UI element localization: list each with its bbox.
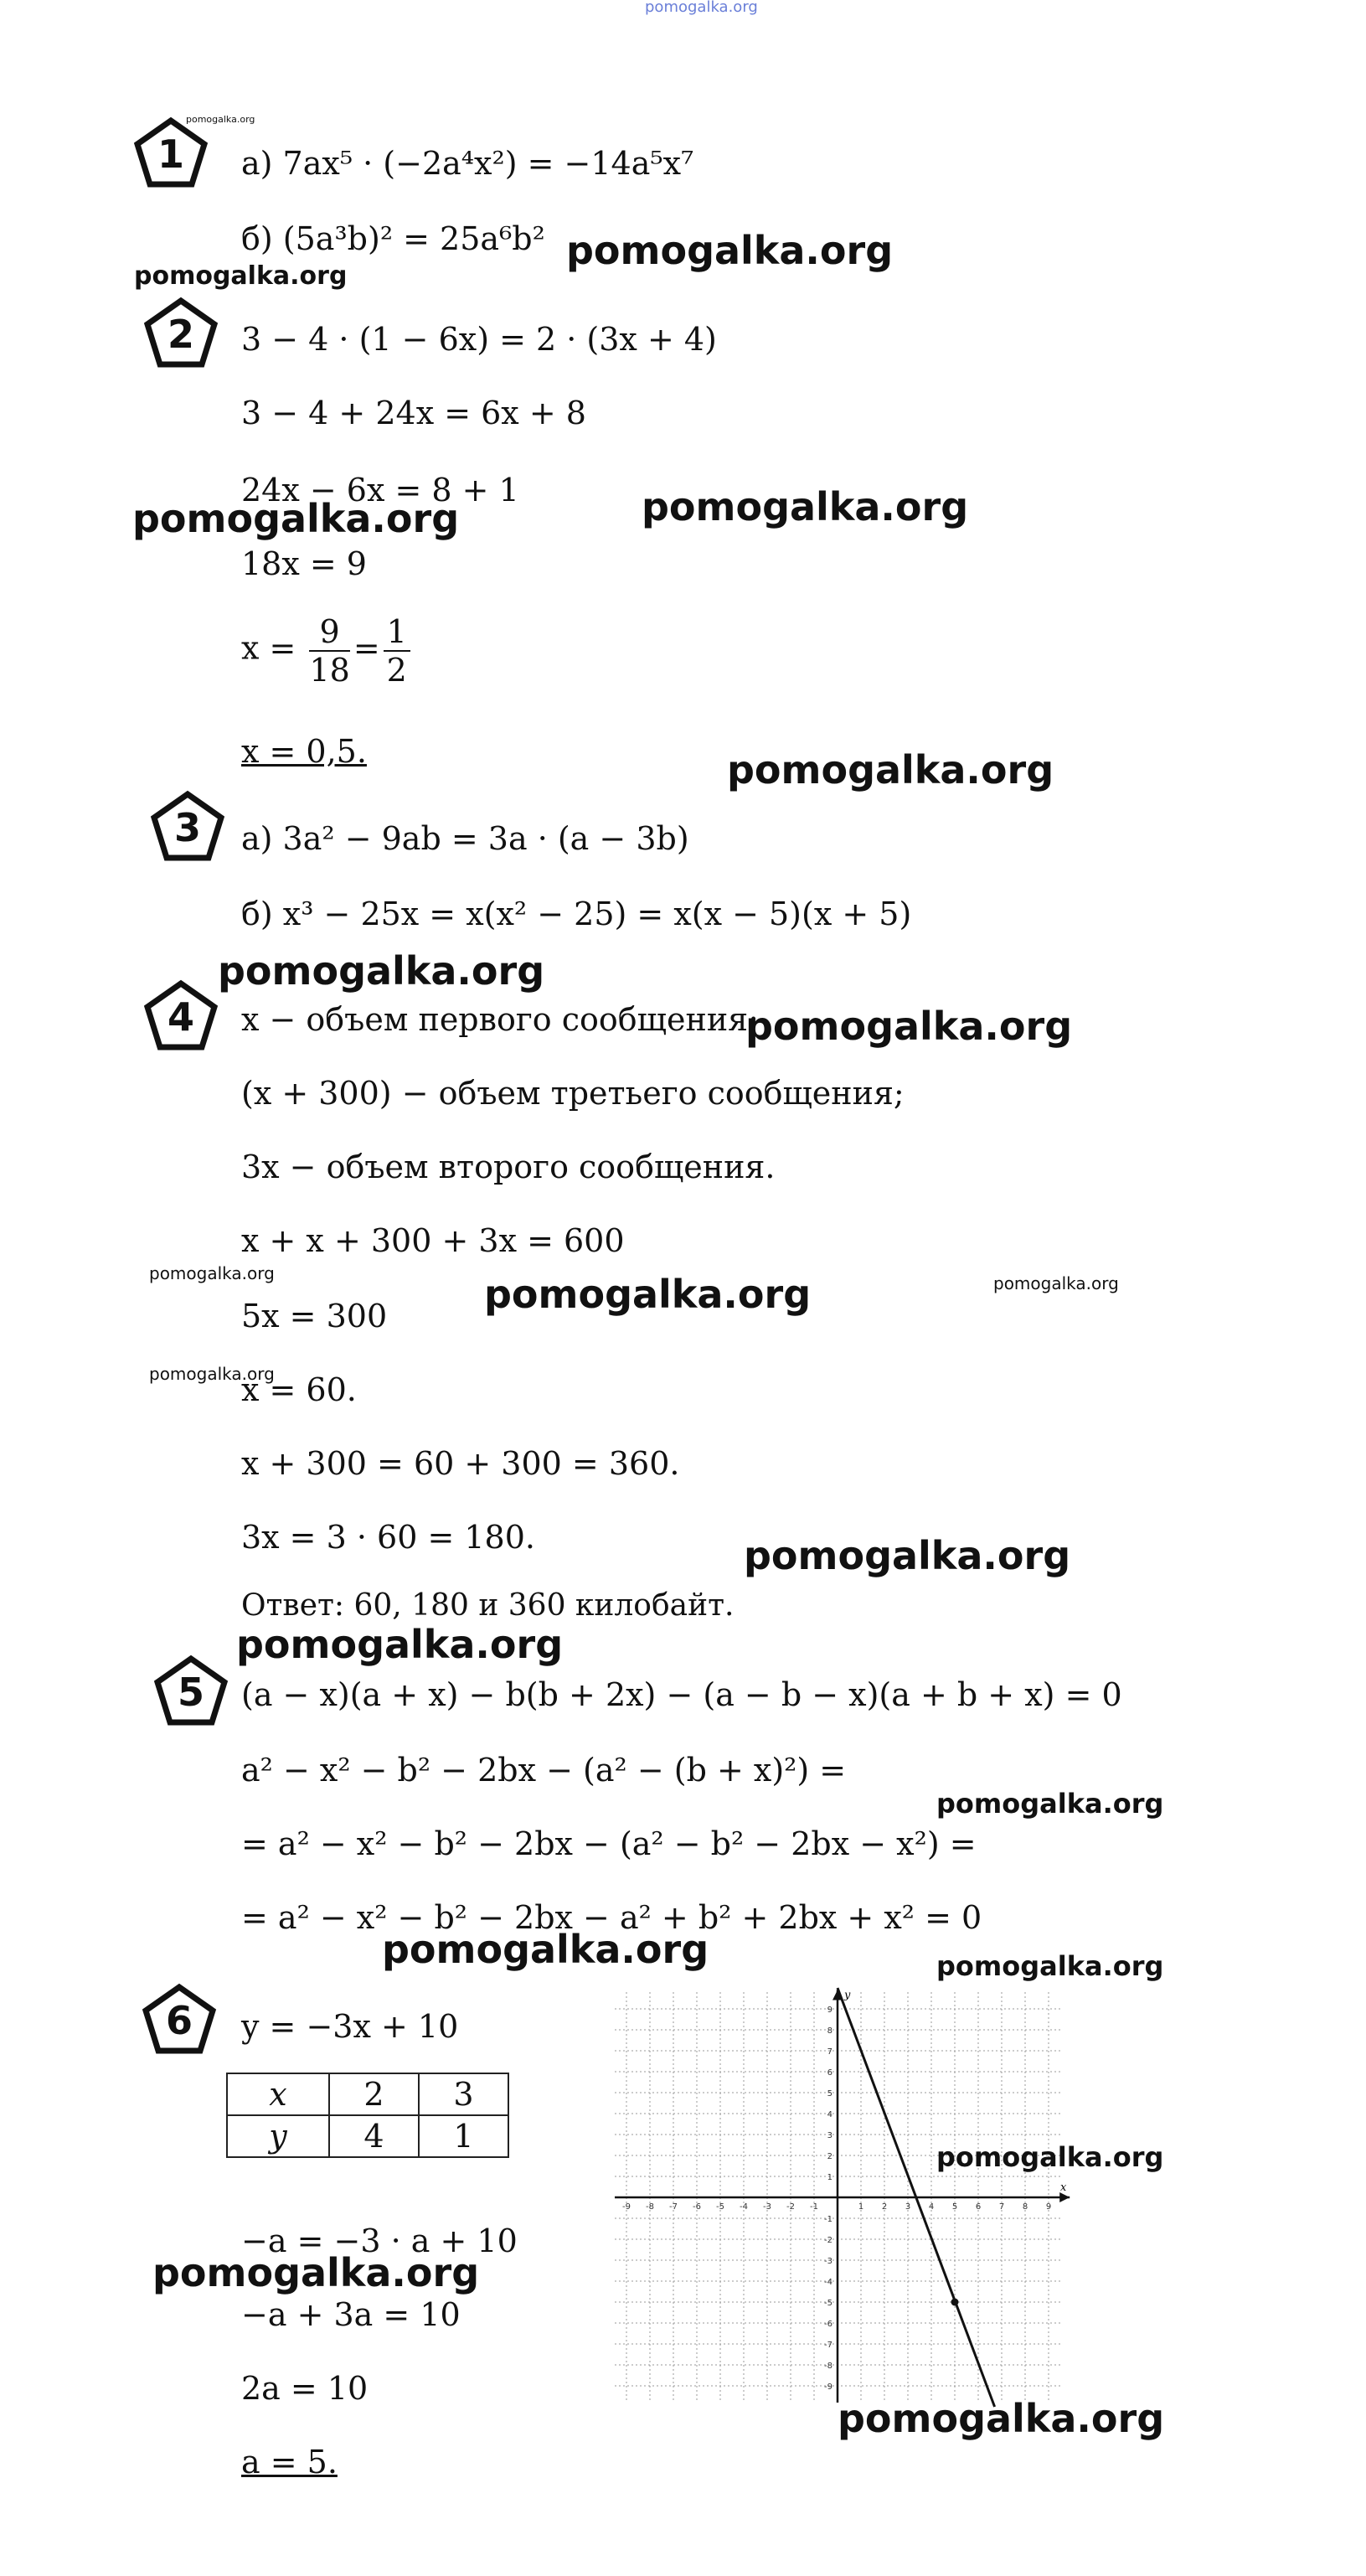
- problem-5-line: = a² − x² − b² − 2bx − (a² − b² − 2bx − x²) =: [241, 1825, 977, 1862]
- problem-5-line: a² − x² − b² − 2bx − (a² − (b + x)²) =: [241, 1752, 847, 1789]
- watermark: pomogalka.org: [936, 1788, 1164, 1820]
- watermark: pomogalka.org: [566, 228, 894, 273]
- y-tick-label: 4: [827, 2110, 832, 2119]
- problem-4-line: 3x − объем второго сообщения.: [241, 1149, 776, 1185]
- x-tick-label: 8: [1022, 2202, 1028, 2212]
- y-tick-label: 2: [827, 2152, 832, 2161]
- x-tick-label: -6: [693, 2202, 701, 2212]
- watermark: pomogalka.org: [149, 1263, 275, 1283]
- problem-2-line: 18x = 9: [241, 545, 367, 582]
- y-tick-label: 7: [827, 2047, 832, 2057]
- problem-4-line: x − объем первого сообщения;: [241, 1001, 759, 1038]
- problem-4-line: 3x = 3 · 60 = 180.: [241, 1519, 535, 1556]
- x-tick-label: 4: [928, 2202, 935, 2212]
- problem-4-answer: Ответ: 60, 180 и 360 килобайт.: [241, 1588, 735, 1623]
- problem-2-line: 3 − 4 + 24x = 6x + 8: [241, 395, 586, 431]
- y-tick-label: -6: [824, 2320, 832, 2329]
- watermark: pomogalka.org: [936, 1950, 1164, 1982]
- x-tick-label: 6: [975, 2202, 982, 2212]
- problem-4-line: x = 60.: [241, 1371, 357, 1408]
- table-cell: 4: [329, 2115, 419, 2157]
- problem-number: 4: [167, 994, 194, 1040]
- x-tick-label: 7: [998, 2202, 1005, 2212]
- problem-4-line: 5x = 300: [241, 1298, 388, 1334]
- x-tick-label: 2: [881, 2202, 888, 2212]
- y-tick-label: -4: [824, 2278, 832, 2287]
- problem-6-line: −a + 3a = 10: [241, 2296, 461, 2333]
- y-tick-label: 6: [827, 2068, 832, 2078]
- problem-4-line: x + 300 = 60 + 300 = 360.: [241, 1445, 680, 1482]
- x-tick-label: -9: [622, 2202, 631, 2212]
- x-tick-label: -8: [646, 2202, 654, 2212]
- y-tick-label: 5: [827, 2089, 832, 2098]
- watermark-top: pomogalka.org: [645, 0, 758, 16]
- watermark: pomogalka.org: [218, 948, 545, 994]
- x-tick-label: -1: [810, 2202, 818, 2212]
- x-tick-label: -7: [669, 2202, 678, 2212]
- watermark: pomogalka.org: [838, 2396, 1165, 2441]
- problem-5-badge: [154, 1655, 228, 1726]
- y-tick-label: 9: [827, 2006, 832, 2015]
- x-axis-label: x: [1060, 2181, 1067, 2194]
- watermark: pomogalka.org: [236, 1622, 564, 1667]
- problem-5-line: (a − x)(a + x) − b(b + 2x) − (a − b − x)(a + b + x) = 0: [241, 1676, 1122, 1713]
- x-tick-label: -2: [786, 2202, 795, 2212]
- problem-5-line: = a² − x² − b² − 2bx − a² + b² + 2bx + x² = 0: [241, 1899, 982, 1936]
- y-tick-label: -9: [824, 2382, 832, 2392]
- problem-1-line-a: а) 7ax⁵ · (−2a⁴x²) = −14a⁵x⁷: [241, 145, 694, 182]
- y-tick-label: -5: [824, 2299, 832, 2308]
- watermark: pomogalka.org: [993, 1273, 1119, 1293]
- table-cell: 3: [419, 2073, 508, 2115]
- watermark: pomogalka.org: [642, 484, 969, 529]
- watermark: pomogalka.org: [745, 1004, 1073, 1049]
- x-tick-label: -5: [716, 2202, 724, 2212]
- problem-2-line: 24x − 6x = 8 + 1: [241, 472, 519, 508]
- value-table: [226, 2073, 509, 2158]
- problem-number: 3: [173, 805, 201, 850]
- problem-number: 5: [177, 1670, 204, 1715]
- problem-1-line-b: б) (5a³b)² = 25a⁶b²: [241, 220, 545, 257]
- y-axis-label: y: [844, 1989, 851, 2002]
- problem-6-line: −a = −3 · a + 10: [241, 2222, 518, 2259]
- watermark: pomogalka.org: [382, 1927, 709, 1972]
- x-tick-label: -4: [740, 2202, 748, 2212]
- problem-4-badge: [144, 980, 218, 1051]
- watermark: pomogalka.org: [484, 1272, 812, 1317]
- problem-2-fraction: x = $\frac{9}{18}$ = $\frac{1}{2}$: [241, 613, 414, 689]
- y-tick-label: -7: [824, 2341, 832, 2350]
- y-tick-label: 3: [827, 2131, 832, 2140]
- problem-6-answer: a = 5.: [241, 2444, 338, 2480]
- y-tick-label: -3: [824, 2257, 832, 2266]
- problem-6-line: 2a = 10: [241, 2370, 369, 2407]
- data-point: [951, 2299, 959, 2306]
- problem-1-badge: [134, 117, 208, 188]
- problem-3-line-a: а) 3a² − 9ab = 3a · (a − 3b): [241, 820, 689, 857]
- problem-6-badge: [142, 1984, 216, 2054]
- y-tick-label: -2: [824, 2236, 832, 2245]
- watermark: pomogalka.org: [132, 496, 460, 541]
- watermark: pomogalka.org: [727, 747, 1054, 792]
- problem-3-badge: [151, 791, 224, 861]
- problem-4-line: x + x + 300 + 3x = 600: [241, 1222, 625, 1259]
- table-cell: 1: [419, 2115, 508, 2157]
- problem-2-line: 3 − 4 · (1 − 6x) = 2 · (3x + 4): [241, 321, 717, 358]
- y-tick-label: -1: [824, 2215, 832, 2224]
- problem-number: 2: [167, 312, 194, 357]
- x-tick-label: 9: [1045, 2202, 1052, 2212]
- watermark: pomogalka.org: [744, 1533, 1071, 1578]
- problem-number: 1: [157, 132, 184, 177]
- watermark: pomogalka.org: [186, 114, 255, 125]
- watermark: pomogalka.org: [152, 2250, 480, 2295]
- y-tick-label: -8: [824, 2362, 832, 2371]
- x-tick-label: 5: [951, 2202, 958, 2212]
- y-tick-label: 8: [827, 2026, 832, 2036]
- problem-number: 6: [165, 1998, 193, 2043]
- table-cell: y: [227, 2115, 329, 2157]
- x-tick-label: -3: [763, 2202, 771, 2212]
- table-cell: 2: [329, 2073, 419, 2115]
- x-tick-label: 1: [858, 2202, 864, 2212]
- problem-2-badge: [144, 297, 218, 368]
- function-graph: [603, 1981, 1072, 2392]
- watermark: pomogalka.org: [149, 1364, 275, 1384]
- problem-3-line-b: б) x³ − 25x = x(x² − 25) = x(x − 5)(x + 5): [241, 896, 912, 932]
- x-tick-label: 3: [905, 2202, 911, 2212]
- table-cell: x: [227, 2073, 329, 2115]
- problem-2-answer: x = 0,5.: [241, 733, 367, 770]
- y-tick-label: 1: [827, 2173, 832, 2182]
- problem-4-line: (x + 300) − объем третьего сообщения;: [241, 1075, 905, 1112]
- watermark: pomogalka.org: [936, 2141, 1164, 2173]
- watermark: pomogalka.org: [134, 261, 348, 291]
- problem-6-line: y = −3x + 10: [241, 2008, 459, 2045]
